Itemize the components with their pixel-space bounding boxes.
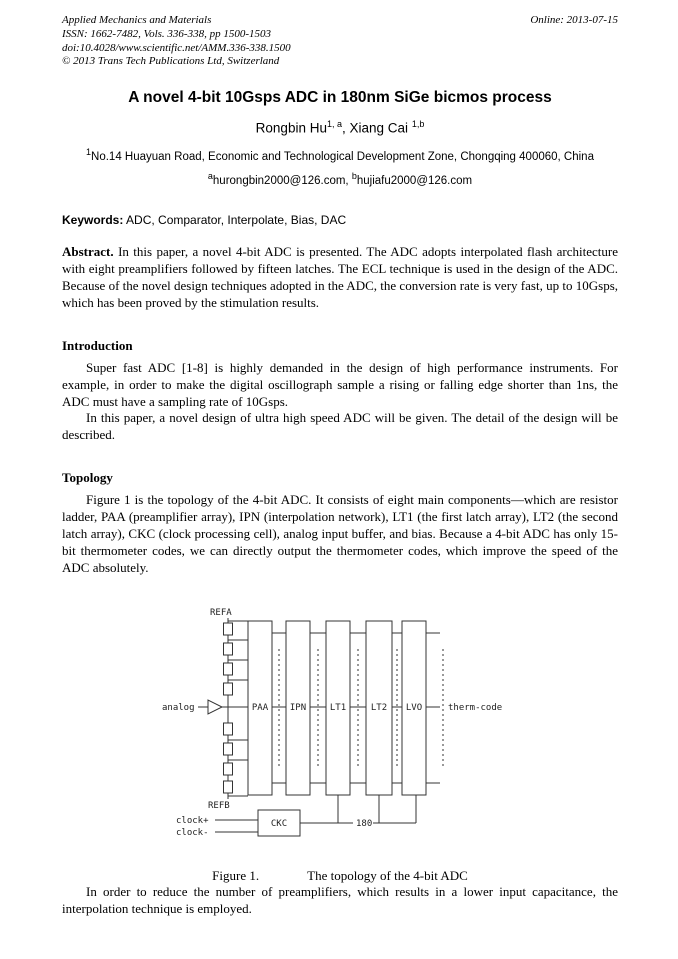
therm-code-label: therm-code [448,702,503,713]
clock-plus-label: clock+ [176,815,209,826]
topology-para-1: Figure 1 is the topology of the 4-bit ADC. It consists of eight main components—which are resistor ladder, PAA (preamplifier array), IPN (interpolation network), LT1 (the first latch array), LT2 (the second latch array), CKC (clock processing cell), analog input buffer, and bias. Because a 4-bit ADC has only 15-bit thermometer codes, we can directly output the thermometer codes, which improve the speed of the ADC absolutely. [62,492,618,575]
clock-minus-label: clock- [176,827,209,838]
keywords-line [62,213,618,227]
journal-header [62,14,618,69]
topology-para-2: In order to reduce the number of preamplifiers, which results in a lower input capacitance, the interpolation technique is employed. [62,883,618,916]
section-heading-topology: Topology [62,470,113,486]
abstract-label: Abstract. [62,244,114,260]
author-2-name: Xiang Cai [349,120,409,136]
figure-caption-label: Figure 1. [212,867,260,883]
lvo-label: LVO [405,702,423,713]
copyright-line: © 2013 Trans Tech Publications Ltd, Switzerland [62,55,280,68]
section-heading-introduction: Introduction [62,337,133,353]
email-a-sup: a [207,171,213,182]
introduction-para-1: Super fast ADC [1-8] is highly demanded in the design of high performance instruments. For example, in order to make the digital oscillograph sample a rising or falling edge shorter than 1ns, the ADC must have a sampling rate of 10Gsps. [62,359,618,409]
ipn-label: IPN [289,702,307,713]
refb-label: REFB [208,800,230,811]
affiliation-text: No.14 Huayuan Road, Economic and Technological Development Zone, Chongqing 400060, China [91,150,594,163]
paper-title: A novel 4-bit 10Gsps ADC in 180nm SiGe bicmos process [128,89,552,106]
figure-caption-text: The topology of the 4-bit ADC [307,867,468,883]
emails-line [62,171,618,187]
doi-line: doi:10.4028/www.scientific.net/AMM.336-338.1500 [62,41,291,54]
online-date: Online: 2013-07-15 [530,14,618,26]
deg180-label: 180 [356,818,373,829]
email-b: hujiafu2000@126.com [356,175,473,188]
refa-label: REFA [210,607,232,618]
lt1-label: LT1 [329,702,347,713]
lt2-label: LT2 [370,702,388,713]
journal-name: Applied Mechanics and Materials [62,14,212,26]
issn-line: ISSN: 1662-7482, Vols. 336-338, pp 1500-1503 [62,27,271,40]
analog-label: analog [162,702,195,713]
email-a: hurongbin2000@126.com, [212,175,349,188]
abstract-paragraph [62,244,618,312]
input-buffer-icon [208,700,222,714]
keywords-text: ADC, Comparator, Interpolate, Bias, DAC [126,213,347,228]
topology-diagram [160,603,520,849]
paa-label: PAA [251,702,269,713]
figure-caption [62,868,618,884]
affiliation-line [62,147,618,163]
keywords-label: Keywords: [62,213,124,228]
email-b-sup: b [351,171,357,182]
author-1-sup: 1, a [326,119,342,129]
ckc-label: CKC [270,818,288,829]
author-2-sup: 1,b [411,119,425,129]
author-1-name: Rongbin Hu [255,120,327,136]
figure-1 [160,603,520,854]
introduction-para-2: In this paper, a novel design of ultra high speed ADC will be given. The detail of the design will be described. [62,410,618,443]
affiliation-sup: 1 [86,146,92,157]
authors-separator: , [341,120,350,136]
abstract-text: In this paper, a novel 4-bit ADC is presented. The ADC adopts interpolated flash architecture with eight preamplifiers followed by fifteen latches. The ECL technique is used in the design of the ADC. Because of the novel design techniques adopted in the ADC, the conversion rate is very fast, up to 10Gsps, which has been proved by the stimulation results. [62,244,619,310]
authors-line [62,119,618,136]
journal-info [62,14,291,69]
